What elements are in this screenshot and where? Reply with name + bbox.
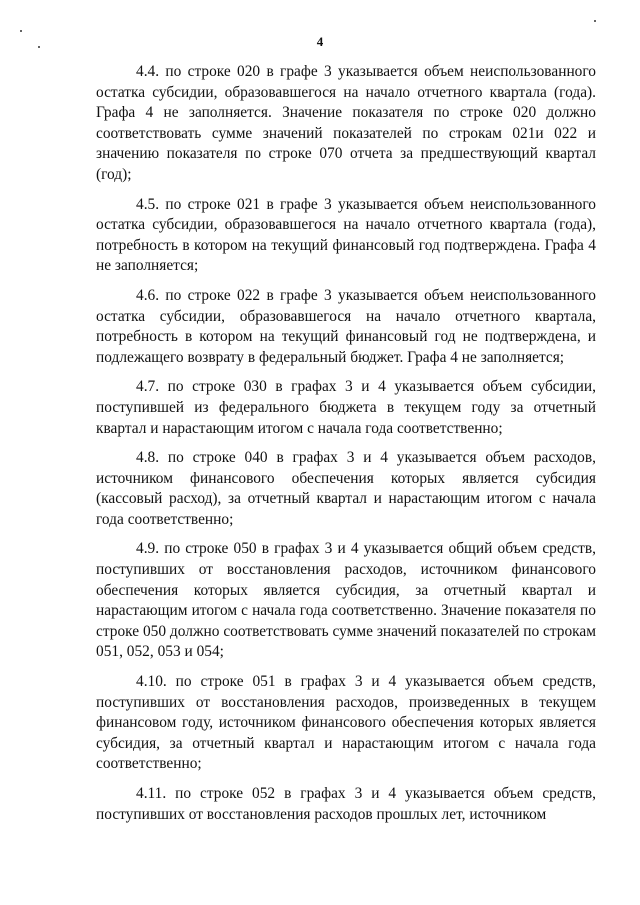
scan-speck [20, 30, 22, 32]
paragraph-4-6: 4.6. по строке 022 в графе 3 указывается объем неиспользованного остатка субсидии, образовавшегося на начало отчетного квартала, потребность в котором на текущий финансовый год не подтверждена, и подлежащего возврату в федеральный бюджет. Графа 4 не заполняется; [96, 286, 596, 366]
paragraph-4-5: 4.5. по строке 021 в графе 3 указывается объем неиспользованного остатка субсидии, образовавшегося на начало отчетного квартала (года), потребность в котором на текущий финансовый год подтверждена. Графа 4 не заполняется; [96, 195, 596, 275]
paragraph-4-4: 4.4. по строке 020 в графе 3 указывается объем неиспользованного остатка субсидии, образовавшегося на начало отчетного квартала (года). Графа 4 не заполняется. Значение показателя по строке 020 должно соответствовать сумме значений показателей по строкам 021и 022 и значению показателя по строке 070 отчета за предшествующий квартал (год); [96, 63, 596, 183]
paragraph-4-11: 4.11. по строке 052 в графах 3 и 4 указывается объем средств, поступивших от восстановления расходов прошлых лет, источником [96, 785, 596, 823]
paragraph-4-8: 4.8. по строке 040 в графах 3 и 4 указывается объем расходов, источником финансового обеспечения которых является субсидия (кассовый расход), за отчетный квартал и нарастающим итогом с начала года соответственно; [96, 449, 596, 528]
scan-speck [594, 20, 596, 22]
document-body [96, 62, 596, 834]
paragraph-4-7: 4.7. по строке 030 в графах 3 и 4 указывается объем субсидии, поступившей из федерального бюджета в текущем году за отчетный квартал и нарастающим итогом с начала года соответственно; [96, 378, 596, 437]
paragraph-4-10: 4.10. по строке 051 в графах 3 и 4 указывается объем средств, поступивших от восстановления расходов, произведенных в текущем финансовом году, источником финансового обеспечения которых является субсидия, за отчетный квартал и нарастающим итогом с начала года соответственно; [96, 673, 596, 773]
paragraph-4-9: 4.9. по строке 050 в графах 3 и 4 указывается общий объем средств, поступивших от восстановления расходов, источником финансового обеспечения которых является субсидия, за отчетный квартал и нарастающим итогом с начала года соответственно. Значение показателя по строке 050 должно соответствовать сумме значений показателей по строкам 051, 052, 053 и 054; [96, 540, 596, 661]
page-number: 4 [316, 34, 324, 49]
